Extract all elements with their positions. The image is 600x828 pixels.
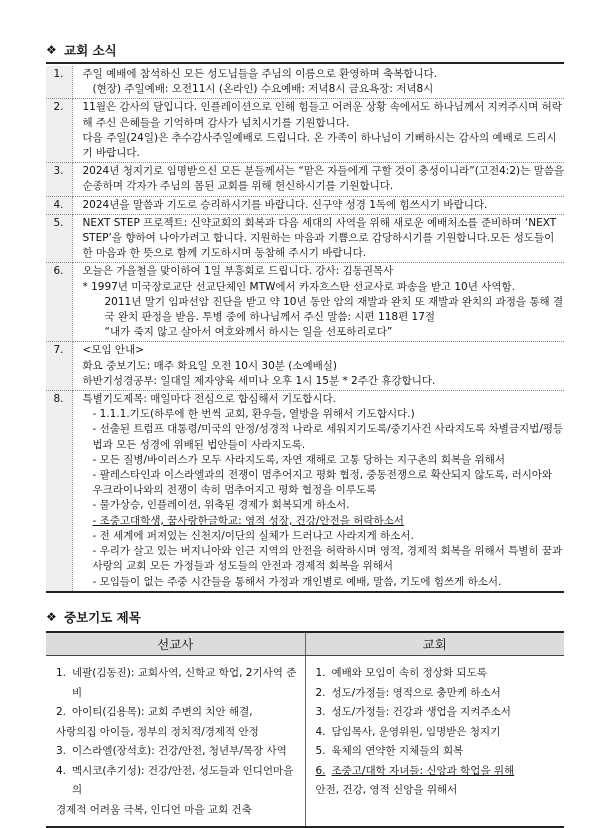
notice-number: 8. [46, 391, 72, 592]
notice-item [46, 391, 564, 592]
notice-item [46, 263, 564, 342]
item-text: 멕시코(추기성): 건강/안전, 성도들과 인디언마을의 [72, 764, 294, 797]
prayer-point: - 선출된 트럼프 대통령/미국의 안정/성경적 나라로 세워지기도록/중기사건 사라지도록 차별금지법/평등법과 모든 성경에 위배된 법안들이 사라지도록. [92, 423, 564, 451]
list-item [316, 703, 557, 723]
notices-title: 교회 소식 [64, 43, 117, 58]
diamond-bullet-icon: ❖ [46, 609, 57, 624]
item-number: 4. [315, 725, 326, 738]
notice-item [46, 66, 564, 99]
notice-subline: * 1997년 미국장로교단 선교단체인 MTW에서 카자흐스탄 선교사로 파송을 받고 10년 사역함. [82, 280, 515, 293]
prayer-point: - 팔레스타인과 이스라엘과의 전쟁이 멈추어지고 평화 협정, 중동전쟁으로 확산되지 않도록, 러시아와 우크라이나와의 전쟁이 속히 멈추어지고 평화 협정을 이루도록 [92, 469, 553, 497]
notices-table [46, 66, 564, 593]
notice-body [72, 342, 564, 391]
notice-body [72, 214, 564, 263]
notice-line: 2024년을 말씀과 기도로 승리하시기를 바랍니다. 신구약 성경 1독에 힘쓰시기 바랍니다. [82, 198, 488, 211]
notice-line: 특별기도제목: 매일마다 전심으로 합심해서 기도합시다. [82, 393, 337, 406]
notice-subline: “내가 죽지 않고 살아서 여호와께서 하시는 일을 선포하리로다” [104, 326, 393, 339]
notices-section-title [46, 40, 564, 60]
notice-item [46, 342, 564, 391]
item-number: 1. [56, 667, 67, 680]
notice-line: 11월은 감사의 달입니다. 인플레이션으로 인해 힘들고 어려운 상황 속에서도 하나님께서 지켜주시며 허락해 주신 은혜들을 기억하며 감사가 넘치시기를 기원합니다. [82, 101, 562, 129]
notice-number: 4. [46, 196, 72, 214]
divider [46, 62, 564, 64]
list-item [56, 762, 297, 801]
item-text: 아이티(김용목): 교회 주변의 치안 해결, [72, 706, 253, 719]
item-text: 이스라엘(장석호): 건강/안전, 청년부/목장 사역 [72, 745, 287, 758]
item-text: 사랑의집 아이들, 정부의 정치적/경제적 안정 [56, 725, 259, 738]
notice-line: 다음 주일(24일)은 추수감사주일예배로 드립니다. 온 가족이 하나님이 기뻐하시는 감사의 예배로 드리시기 바랍니다. [82, 131, 557, 160]
prayer-point: - 1.1.1.기도(하루에 한 번씩 교회, 환우들, 열방을 위해서 기도합시다.) [92, 408, 415, 421]
notice-item [46, 196, 564, 214]
notice-body [72, 391, 564, 592]
item-text: 육체의 연약한 지체들의 회복 [331, 745, 464, 758]
notice-line: 하반기성경공부: 일대일 제자양육 세미나 오후 1시 15분 * 2주간 휴강합니다. [82, 374, 436, 387]
notice-body [72, 163, 564, 196]
church-list [305, 656, 564, 828]
item-number: 2. [56, 706, 67, 719]
list-item [56, 703, 297, 723]
list-item [56, 664, 297, 703]
prayer-point: - 모든 질병/바이러스가 모두 사라지도록, 자연 재해로 고통 당하는 지구촌의 회복을 위해서 [92, 453, 506, 466]
item-number: 4. [56, 764, 67, 777]
prayer-section-title [46, 607, 564, 627]
item-text: 경제적 어려움 극복, 인디언 마을 교회 건축 [56, 803, 252, 816]
notice-body [72, 66, 564, 99]
notice-number: 7. [46, 342, 72, 391]
list-item [316, 684, 557, 704]
item-number: 3. [56, 745, 67, 758]
list-item [316, 742, 557, 762]
item-text: 조중고/대학 자녀들: 신앙과 학업을 위해 [331, 764, 515, 777]
notice-number: 5. [46, 214, 72, 263]
notice-number: 1. [46, 66, 72, 99]
notice-item [46, 99, 564, 163]
notice-line: 2024년 청지기로 임명받으신 모든 분들께서는 “맡은 자들에게 구할 것이 충성이니라”(고전4:2)는 말씀을 순종하며 각자가 주님의 몸된 교회를 위해 헌신하시기를 기원합니다. [82, 165, 565, 193]
prayer-section [46, 607, 564, 828]
item-number: 5. [315, 745, 326, 758]
notice-item [46, 214, 564, 263]
item-number: 6. [315, 764, 326, 777]
prayer-point: - 모임들이 없는 주중 시간들을 통해서 가정과 개인별로 예배, 말씀, 기도에 힘쓰게 하소서. [92, 575, 502, 588]
item-number: 1. [315, 667, 326, 680]
notice-body [72, 99, 564, 163]
notice-body [72, 196, 564, 214]
prayer-point: - 우리가 살고 있는 버지니아와 인근 지역의 안전을 허락하시며 영적, 경제적 회복을 위해서 특별히 꿈과 사랑의 교회 모든 가정들과 성도들의 안전과 경제적 회복을 위해서 [92, 545, 563, 573]
list-item [56, 742, 297, 762]
prayer-title: 중보기도 제목 [64, 609, 141, 625]
notice-line: NEXT STEP 프로젝트: 신약교회의 회복과 다음 세대의 사역을 위해 새로운 예배처소를 준비하며 ‘NEXT STEP’을 향하여 나아가려고 합니다. 지원하는 마음과 기쁨으로 감당하시기를 기원합니다.모든 성도들이 한 마음과 한 뜻으로 함께 기도하시며 동참해 주시기 바랍니다. [82, 216, 557, 260]
notice-line: <모임 안내> [82, 344, 145, 357]
prayer-point: - 조중고대학생, 꿈사랑한글학교: 영적 성장, 건강/안전을 허락하소서 [92, 514, 404, 527]
prayer-point: - 전 세계에 퍼져있는 신천지/이단의 실체가 드러나고 사라지게 하소서. [92, 529, 414, 542]
item-number: 3. [315, 706, 326, 719]
list-item [316, 762, 557, 782]
notice-line: 화요 중보기도: 매주 화요일 오전 10시 30분 (소예배실) [82, 359, 338, 372]
notice-item [46, 163, 564, 196]
item-text: 네팔(김동진): 교회사역, 신학교 학업, 2기사역 준비 [72, 667, 297, 699]
missionary-list [46, 656, 305, 828]
column-header-missionary: 선교사 [46, 632, 305, 656]
notice-number: 6. [46, 263, 72, 342]
item-text: 성도/가정들: 영적으로 충만케 하소서 [331, 686, 501, 699]
column-header-church: 교회 [305, 632, 564, 656]
prayer-point: - 물가상승, 인플레이션, 위축된 경제가 회복되게 하소서. [92, 499, 350, 512]
diamond-bullet-icon: ❖ [46, 43, 57, 57]
item-text: 예배와 모임이 속히 정상화 되도록 [331, 667, 487, 680]
prayer-table [46, 631, 564, 828]
notice-number: 3. [46, 163, 72, 196]
item-text: 담임목사, 운영위원, 임명받은 청지기 [331, 725, 501, 738]
item-text: 성도/가정들: 건강과 생업을 지켜주소서 [331, 706, 511, 719]
notice-subline: 2011년 말기 임파선암 진단을 받고 약 10년 동안 암의 재발과 완치 또 재발과 완치의 과정을 통해 결국 완치 판정을 받음. 투병 중에 하나님께서 주신 말씀: 시편 118편 17절 [104, 295, 564, 324]
notice-body [72, 263, 564, 342]
notice-line: 주일 예배에 참석하신 모든 성도님들을 주님의 이름으로 환영하며 축복합니다. [82, 68, 438, 80]
item-text: 안전, 건강, 영적 신앙을 위해서 [315, 784, 458, 797]
notice-number: 2. [46, 99, 72, 163]
list-item [316, 723, 557, 743]
item-number: 2. [315, 686, 326, 699]
notice-line: 오늘은 가을철을 맞이하여 1일 부흥회로 드립니다. 강사: 김동권목사 [82, 265, 394, 278]
notice-line: (현장) 주일예배: 오전11시 (온라인) 수요예배: 저녁8시 금요욕장: 저녁8시 [92, 83, 434, 96]
list-item [316, 664, 557, 684]
